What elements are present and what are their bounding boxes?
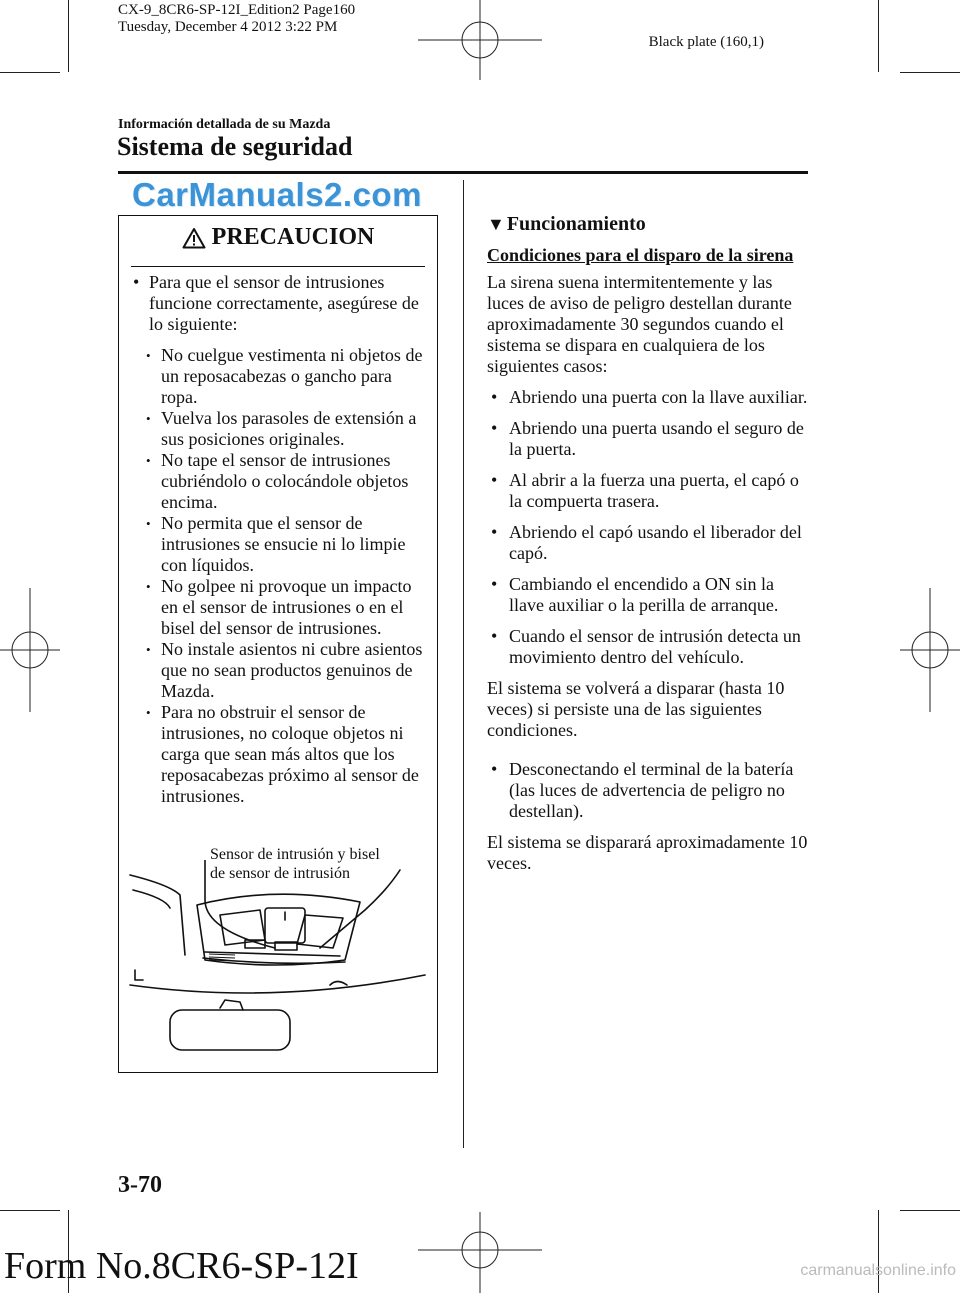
file-line: CX-9_8CR6-SP-12I_Edition2 Page160 (118, 2, 356, 18)
registration-mark-icon (418, 0, 542, 80)
site-watermark: carmanualsonline.info (800, 1262, 956, 1279)
list-item: • Abriendo el capó usando el liberador del capó. (487, 522, 809, 564)
print-header (118, 2, 355, 36)
crop-mark (900, 72, 960, 73)
crop-mark (878, 0, 879, 72)
intrusion-sensor-illustration (125, 860, 430, 1065)
title-rule (118, 171, 808, 174)
list-item: • Al abrir a la fuerza una puerta, el capó o la compuerta trasera. (487, 470, 809, 512)
caution-item: • No permita que el sensor de intrusiones se ensucie ni lo limpie con líquidos. (131, 513, 431, 576)
registration-mark-icon (418, 1212, 542, 1293)
list-item: • Abriendo una puerta usando el seguro de la puerta. (487, 418, 809, 460)
figure-label-line: de sensor de intrusión (210, 865, 350, 882)
closing-paragraph: El sistema se disparará aproximadamente 10 veces. (487, 832, 808, 873)
list-item: • Abriendo una puerta con la llave auxiliar. (487, 387, 809, 408)
caution-item: • No golpee ni provoque un impacto en el sensor de intrusiones o en el bisel del sensor de intrusiones. (131, 576, 431, 639)
crop-mark (878, 1210, 879, 1293)
triangle-marker-icon: ▼ (487, 214, 505, 234)
subheading: Condiciones para el disparo de la sirena (487, 245, 794, 265)
registration-mark-icon (0, 588, 60, 712)
caution-item: • No tape el sensor de intrusiones cubriéndolo o colocándole objetos encima. (131, 450, 431, 513)
caution-intro: • Para que el sensor de intrusiones funcione correctamente, asegúrese de lo siguiente: (131, 272, 431, 335)
caution-item: • Vuelva los parasoles de extensión a sus posiciones originales. (131, 408, 431, 450)
caution-title: PRECAUCION (211, 224, 375, 250)
crop-mark (900, 1210, 960, 1211)
intro-paragraph: La sirena suena intermitentemente y las luces de aviso de peligro destellan durante aproximadamente 30 segundos cuando el sistema se dispara en cualquiera de los siguientes casos: (487, 272, 792, 376)
caution-rule (131, 266, 425, 267)
caution-item: • No instale asientos ni cubre asientos que no sean productos genuinos de Mazda. (131, 639, 431, 702)
section-heading (487, 214, 809, 235)
list-item: • Desconectando el terminal de la batería (las luces de advertencia de peligro no destellan). (487, 759, 809, 822)
page-number: 3-70 (118, 1172, 162, 1198)
page-title: Sistema de seguridad (117, 132, 353, 161)
list-item: • Cambiando el encendido a ON sin la llave auxiliar o la perilla de arranque. (487, 574, 809, 616)
operation-section (487, 214, 809, 884)
warning-triangle-icon (182, 227, 206, 249)
caution-item: • Para no obstruir el sensor de intrusiones, no coloque objetos ni carga que sean más altos que los reposacabezas próximo al sensor de intrusiones. (131, 702, 431, 807)
form-number: Form No.8CR6-SP-12I (4, 1245, 359, 1287)
crop-mark (68, 0, 69, 72)
crop-mark (0, 72, 60, 73)
section-label: Información detallada de su Mazda (118, 117, 331, 132)
figure-label-line: Sensor de intrusión y bisel (210, 846, 380, 863)
caution-body (131, 272, 431, 807)
date-line: Tuesday, December 4 2012 3:22 PM (118, 19, 338, 35)
plate-label: Black plate (160,1) (648, 34, 764, 50)
caution-item: • No cuelgue vestimenta ni objetos de un reposacabezas o gancho para ropa. (131, 345, 431, 408)
watermark-logo: CarManuals2.com (132, 176, 422, 213)
caution-header (119, 224, 437, 251)
crop-mark (0, 1210, 60, 1211)
registration-mark-icon (900, 588, 960, 712)
list-item: • Cuando el sensor de intrusión detecta un movimiento dentro del vehículo. (487, 626, 809, 668)
retrigger-paragraph: El sistema se volverá a disparar (hasta 10 veces) si persiste una de las siguientes condiciones. (487, 678, 785, 740)
section-heading-text: Funcionamiento (506, 213, 646, 235)
column-divider (463, 180, 464, 1148)
